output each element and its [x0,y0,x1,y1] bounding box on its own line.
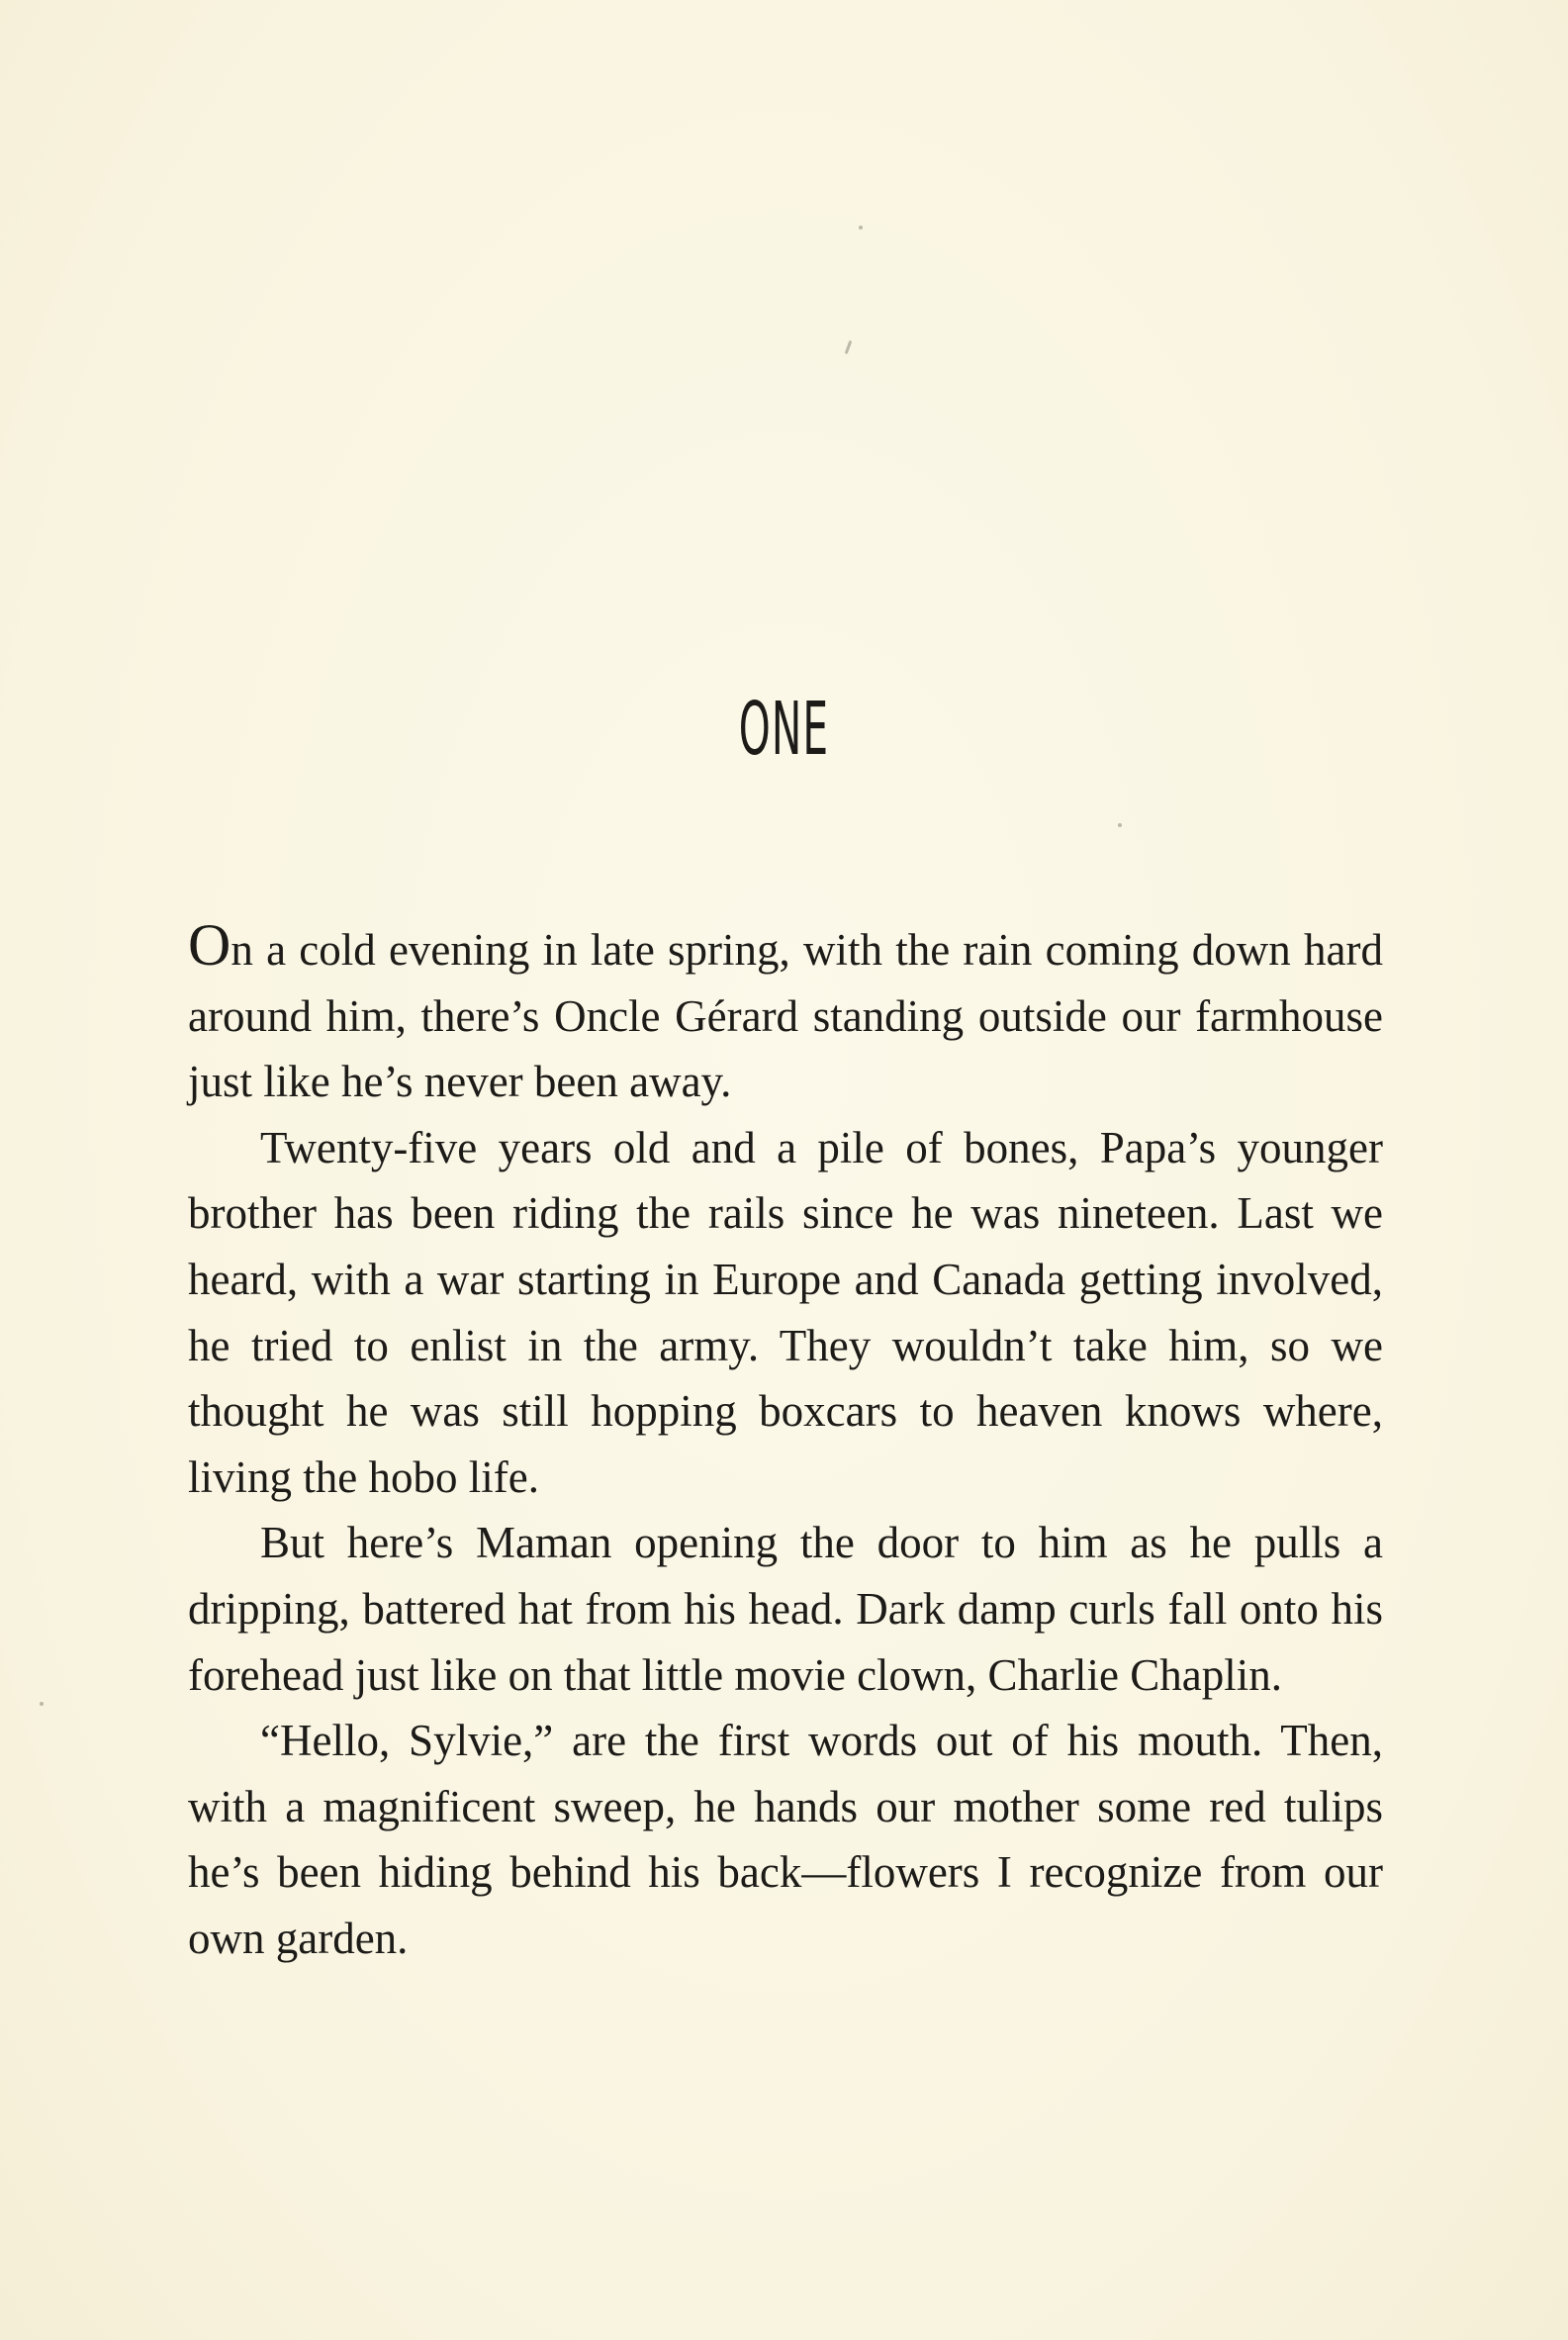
paper-speck [845,340,853,354]
paragraph-3: But here’s Maman opening the door to him as he pulls a dripping, battered hat from his head. Dark damp curls fall onto his forehead just like on that little movie clown, Charlie Chaplin. [188,1518,1383,1700]
paper-speck [859,226,863,230]
chapter-title: ONE [738,687,830,772]
initial-letter: O [188,912,231,978]
paragraph-1 [188,912,1383,1115]
paragraph-1-text: n a cold evening in late spring, with the rain coming down hard around him, there’s Oncle Gérard standing outside our farmhouse just like he’s never been away. [188,925,1383,1107]
paragraph-4: “Hello, Sylvie,” are the first words out of his mouth. Then, with a magnificent sweep, he hands our mother some red tulips he’s been hiding behind his back—flowers I recognize from our own garden. [188,1716,1383,1963]
paper-speck [1118,823,1122,827]
paper-speck [40,1702,44,1706]
chapter-body [188,912,1383,1972]
paragraph-2: Twenty-five years old and a pile of bones, Papa’s younger brother has been riding the rails since he was nineteen. Last we heard, with a war starting in Europe and Canada getting involved, he tried to enlist in the army. They wouldn’t take him, so we thought he was still hopping boxcars to heaven knows where, living the hobo life. [188,1122,1383,1502]
